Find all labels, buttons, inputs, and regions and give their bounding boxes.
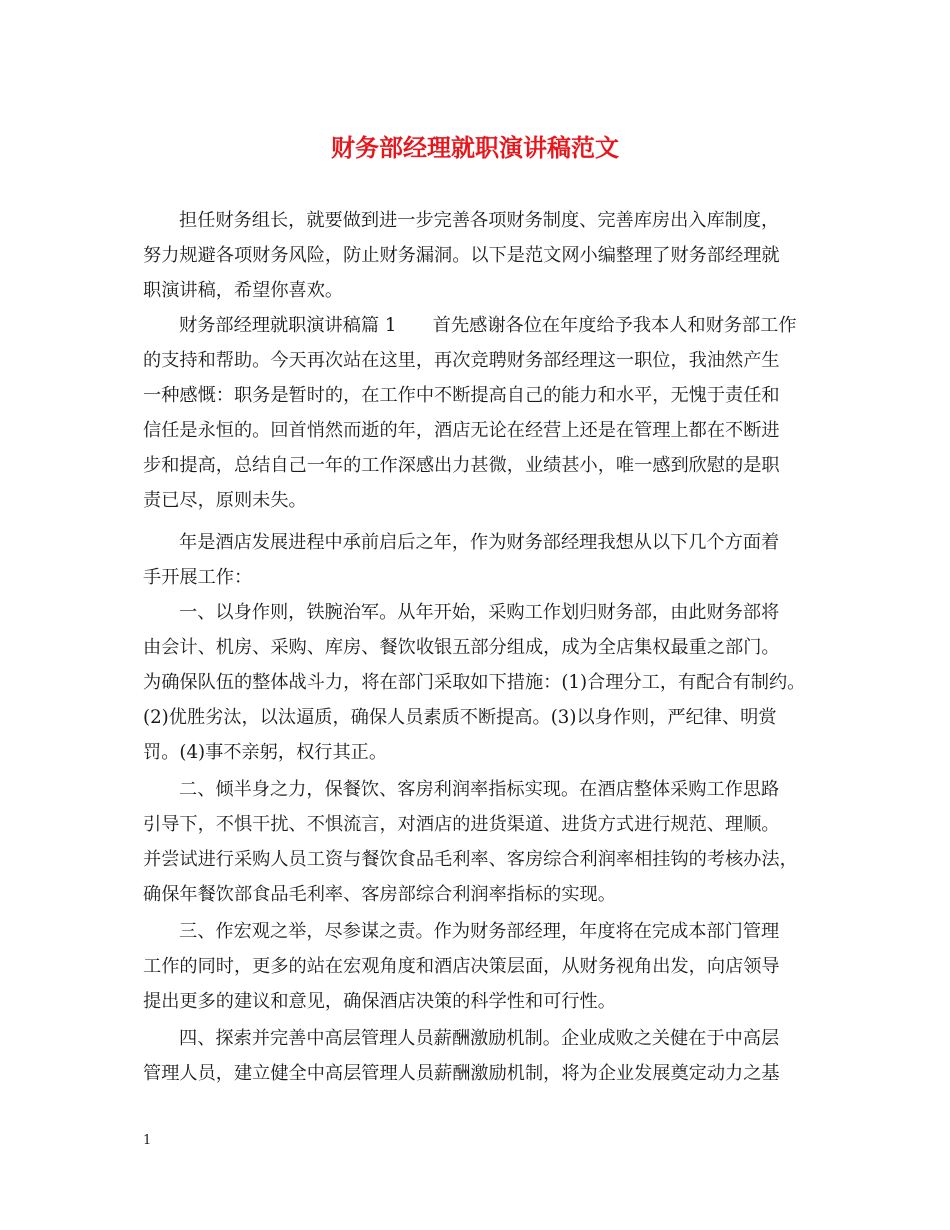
document-title: 财务部经理就职演讲稿范文 — [331, 133, 619, 162]
body-line: 为确保队伍的整体战斗力，将在部门采取如下措施：(1)合理分工，有配合有制约。 — [143, 672, 806, 693]
body-line: 步和提高，总结自己一年的工作深感出力甚微，业绩甚小，唯一感到欣慰的是职 — [143, 455, 780, 476]
body-line: 确保年餐饮部食品毛利率、客房部综合利润率指标的实现。 — [143, 884, 616, 905]
body-line: 手开展工作： — [143, 567, 253, 588]
body-line: 提出更多的建议和意见，确保酒店决策的科学性和可行性。 — [143, 991, 616, 1012]
body-line: 一、以身作则，铁腕治军。从年开始，采购工作划归财务部，由此财务部将 — [179, 602, 780, 623]
body-line: 工作的同时，更多的站在宏观角度和酒店决策层面，从财务视角出发，向店领导 — [143, 956, 780, 977]
body-line: 努力规避各项财务风险，防止财务漏洞。以下是范文网小编整理了财务部经理就 — [143, 245, 780, 266]
body-line: 信任是永恒的。回首悄然而逝的年，酒店无论在经营上还是在管理上都在不断进 — [143, 420, 780, 441]
body-line: 一种感慨：职务是暂时的，在工作中不断提高自己的能力和水平，无愧于责任和 — [143, 385, 780, 406]
body-line: 财务部经理就职演讲稿篇 1 首先感谢各位在年度给予我本人和财务部工作 — [179, 315, 797, 336]
body-line: 职演讲稿，希望你喜欢。 — [143, 280, 344, 301]
body-line: (2)优胜劣汰，以汰逼质，确保人员素质不断提高。(3)以身作则，严纪律、明赏 — [143, 707, 777, 728]
body-line: 担任财务组长，就要做到进一步完善各项财务制度、完善库房出入库制度， — [179, 210, 780, 231]
body-line: 四、探索并完善中高层管理人员薪酬激励机制。企业成败之关健在于中高层 — [179, 1028, 780, 1049]
body-line: 年是酒店发展进程中承前启后之年，作为财务部经理我想从以下几个方面着 — [179, 532, 780, 553]
body-line: 三、作宏观之举，尽参谋之责。作为财务部经理，年度将在完成本部门管理 — [179, 921, 780, 942]
body-line: 由会计、机房、采购、库房、餐饮收银五部分组成，成为全店集权最重之部门。 — [143, 637, 780, 658]
page-number: 1 — [143, 1133, 152, 1148]
body-line: 二、倾半身之力，保餐饮、客房利润率指标实现。在酒店整体采购工作思路 — [179, 779, 780, 800]
body-line: 引导下，不惧干扰、不惧流言，对酒店的进货渠道、进货方式进行规范、理顺。 — [143, 814, 780, 835]
body-line: 管理人员，建立健全中高层管理人员薪酬激励机制，将为企业发展奠定动力之基 — [143, 1063, 780, 1084]
body-line: 的支持和帮助。今天再次站在这里，再次竞聘财务部经理这一职位，我油然产生 — [143, 350, 780, 371]
body-line: 罚。(4)事不亲躬，权行其正。 — [143, 742, 388, 763]
body-line: 并尝试进行采购人员工资与餐饮食品毛利率、客房综合利润率相挂钩的考核办法， — [143, 849, 798, 870]
body-line: 责已尽，原则未失。 — [143, 490, 307, 511]
